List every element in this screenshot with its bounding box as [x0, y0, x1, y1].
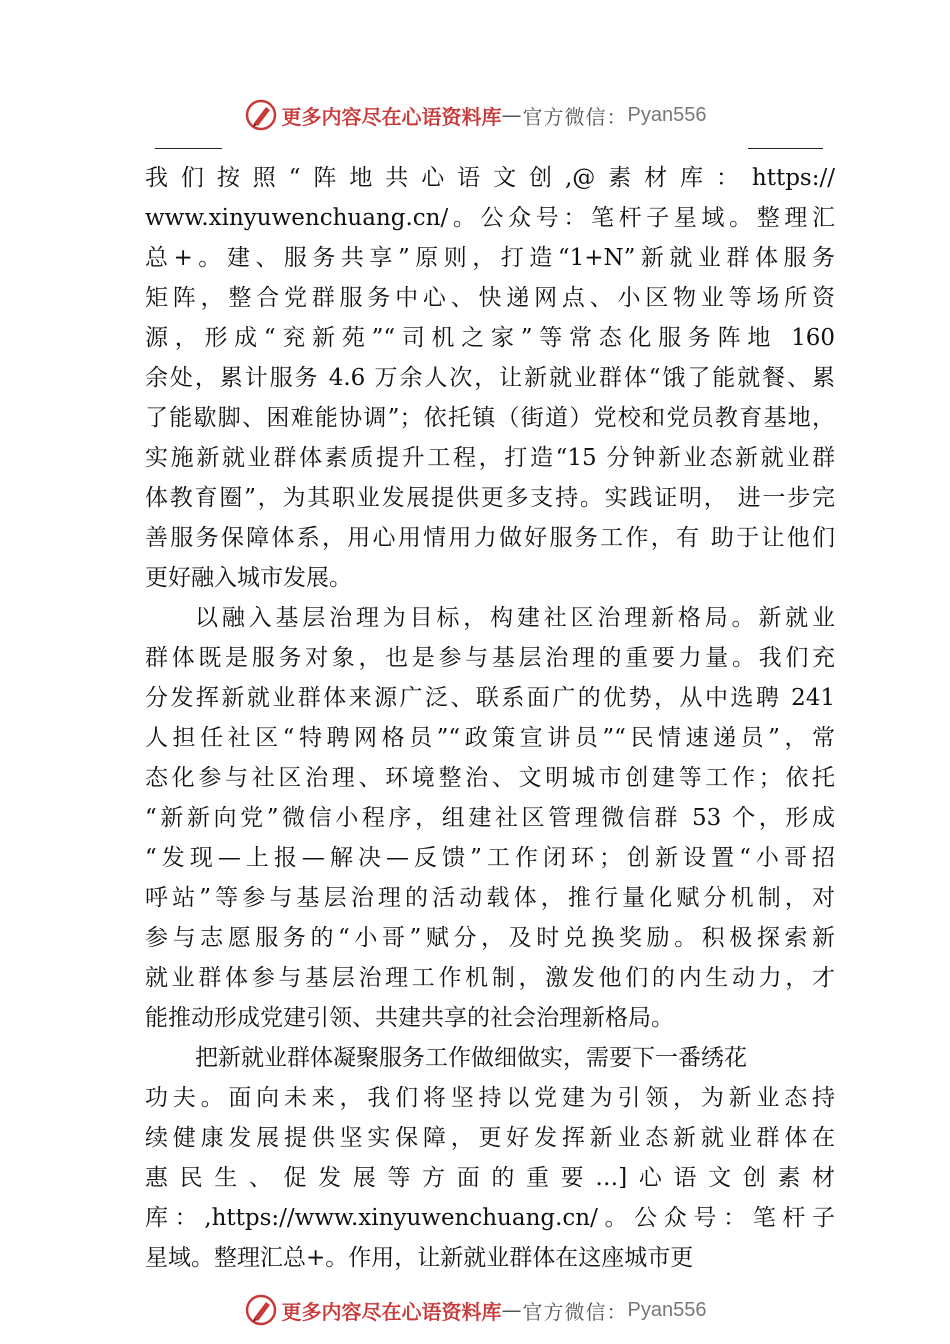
- body-line: 库：,https://www.xinyuwenchuang.cn/。公众号：笔杆子: [145, 1205, 835, 1231]
- pen-logo-icon: [244, 98, 278, 132]
- body-line: 就业群体参与基层治理工作机制，激发他们的内生动力，才: [145, 965, 835, 991]
- footer-wechat-id: Pyan556: [627, 1298, 707, 1321]
- body-line: 体教育圈”，为其职业发展提供更多支持。实践证明， 进一步完: [145, 485, 835, 511]
- body-line: 实施新就业群体素质提升工程，打造“15 分钟新业态新就业群: [145, 445, 835, 471]
- paragraph-start-line: 以融入基层治理为目标，构建社区治理新格局。新就业: [195, 605, 835, 631]
- paragraph-start-line: 把新就业群体凝聚服务工作做细做实，需要下一番绣花: [195, 1045, 747, 1071]
- body-line: 了能歇脚、困难能协调”；依托镇（街道）党校和党员教育基地，: [145, 405, 835, 431]
- body-line: 续健康发展提供坚实保障，更好发挥新业态新就业群体在: [145, 1125, 835, 1151]
- footer-banner: [0, 1290, 950, 1330]
- body-line: 分发挥新就业群体来源广泛、联系面广的优势，从中选聘 241: [145, 685, 835, 711]
- body-line: “新新向党”微信小程序，组建社区管理微信群 53 个，形成: [145, 805, 835, 831]
- body-line: 更好融入城市发展。: [145, 565, 352, 591]
- body-line: 源，形成“兖新苑”“司机之家”等常态化服务阵地 160: [145, 325, 835, 351]
- body-line: 参与志愿服务的“小哥”赋分，及时兑换奖励。积极探索新: [145, 925, 835, 951]
- body-line: 惠民生、促发展等方面的重要…]心语文创素材: [145, 1165, 835, 1191]
- body-line: 呼站”等参与基层治理的活动载体，推行量化赋分机制，对: [145, 885, 835, 911]
- body-line: www.xinyuwenchuang.cn/。公众号：笔杆子星域。整理汇: [145, 205, 835, 231]
- body-line: 星域。整理汇总+。作用，让新就业群体在这座城市更: [145, 1245, 694, 1271]
- header-rule-left: [155, 148, 222, 149]
- body-line: 总+。建、服务共享”原则，打造“1+N”新就业群体服务: [145, 245, 835, 271]
- body-line: 矩阵，整合党群服务中心、快递网点、小区物业等场所资: [145, 285, 835, 311]
- body-line: 群体既是服务对象，也是参与基层治理的重要力量。我们充: [145, 645, 835, 671]
- body-line: 态化参与社区治理、环境整治、文明城市创建等工作；依托: [145, 765, 835, 791]
- body-line: 余处，累计服务 4.6 万余人次，让新就业群体“饿了能就餐、累: [145, 365, 835, 391]
- body-line: 能推动形成党建引领、共建共享的社会治理新格局。: [145, 1005, 674, 1031]
- footer-wechat-label: 官方微信：: [522, 1299, 628, 1324]
- pen-logo-icon: [244, 1293, 278, 1327]
- footer-separator: —: [501, 1298, 523, 1322]
- header-banner: [0, 95, 950, 135]
- body-line: 功夫。面向未来，我们将坚持以党建为引领，为新业态持: [145, 1085, 835, 1111]
- body-line: “发现—上报—解决—反馈”工作闭环；创新设置“小哥招: [145, 845, 835, 871]
- body-line: 我们按照“阵地共心语文创,@素材库：https://: [145, 165, 835, 191]
- body-line: 善服务保障体系，用心用情用力做好服务工作，有 助于让他们: [145, 525, 835, 551]
- header-separator: —: [501, 103, 523, 127]
- footer-title: 更多内容尽在心语资料库: [281, 1299, 502, 1324]
- body-line: 人担任社区“特聘网格员”“政策宣讲员”“民情速递员”，常: [145, 725, 835, 751]
- header-rule-right: [748, 148, 823, 149]
- document-body: [145, 158, 835, 1278]
- header-wechat-id: Pyan556: [627, 103, 707, 126]
- header-wechat-label: 官方微信：: [522, 104, 628, 129]
- header-title: 更多内容尽在心语资料库: [281, 104, 502, 129]
